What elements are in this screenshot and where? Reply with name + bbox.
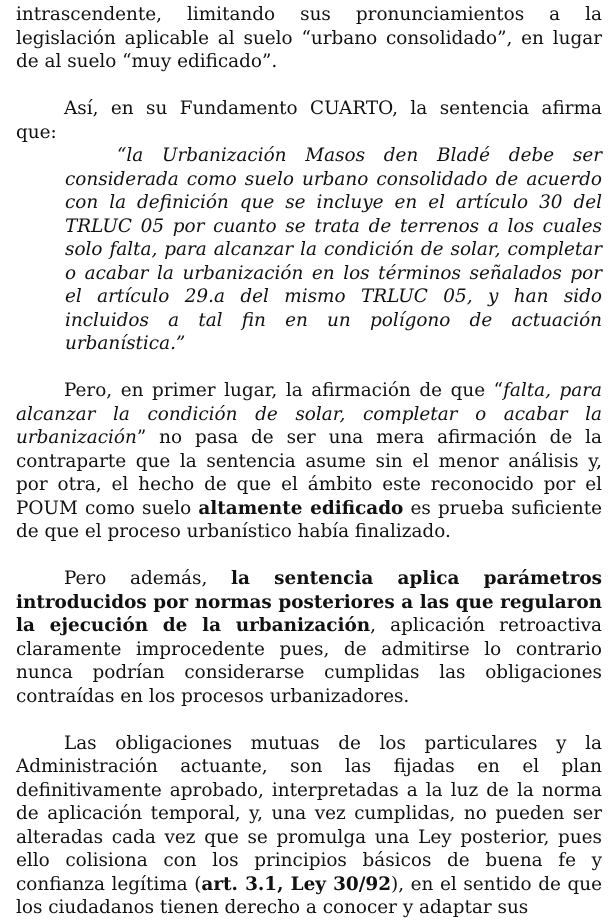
paragraph-3 xyxy=(16,379,602,544)
paragraph-1: intrascendente, limitando sus pronunciamientos a la legislación aplicable al suelo “urbano consolidado”, en lugar de al suelo “muy edificado”. xyxy=(16,4,602,72)
paragraph-4-text-a: Pero además, xyxy=(64,568,232,589)
paragraph-3-italic-quote: falta, para alcanzar la condición de solar, completar o acabar la urbanización xyxy=(16,380,602,448)
document-page xyxy=(16,0,602,920)
block-quote: “la Urbanización Masos den Bladé debe ser considerada como suelo urbano consolidado de acuerdo con la definición que se incluye en el artículo 30 del TRLUC 05 por cuanto se trata de terrenos a los cuales solo falta, para alcanzar la condición de solar, completar o acabar la urbanización en los términos señalados por el artículo 29.a del mismo TRLUC 05, y han sido incluidos a tal fin en un polígono de actuación urbanística.” xyxy=(65,145,602,354)
paragraph-4 xyxy=(16,567,602,708)
paragraph-3-text-a: Pero, en primer lugar, la afirmación de que “ xyxy=(64,380,504,401)
paragraph-5 xyxy=(16,732,602,920)
paragraph-5-bold-citation: art. 3.1, Ley 30/92 xyxy=(201,873,392,895)
paragraph-5-text-c: ), en el sentido de que los ciudadanos tienen derecho a conocer y adaptar sus xyxy=(16,873,602,918)
paragraph-3-text-e: es prueba suficiente de que el proceso urbanístico había finalizado. xyxy=(16,497,602,542)
paragraph-4-text-c: , aplicación retroactiva claramente improcedente pues, de admitirse lo contrario nunca podrían considerarse cumplidas las obligaciones contraídas en los procesos urbanizadores. xyxy=(16,615,602,707)
paragraph-3-text-c: ” no pasa de ser una mera afirmación de la contraparte que la sentencia asume sin el menor análisis y, por otra, el hecho de que el ámbito este reconocido por el POUM como suelo xyxy=(16,427,602,519)
paragraph-2: Así, en su Fundamento CUARTO, la sentencia afirma que: xyxy=(16,98,602,143)
paragraph-5-text-a: Las obligaciones mutuas de los particulares y la Administración actuante, son las fijadas en el plan definitivamente aprobado, interpretadas a la luz de la norma de aplicación temporal, y, una vez cumplidas, no pueden ser alteradas cada vez que se promulga una Ley posterior, pues ello colisiona con los principios básicos de buena fe y confianza legítima ( xyxy=(16,732,602,895)
paragraph-3-bold-term: altamente edificado xyxy=(198,497,404,519)
paragraph-4-bold-statement: la sentencia aplica parámetros introducidos por normas posteriores a las que regularon la ejecución de la urbanización xyxy=(16,568,602,636)
